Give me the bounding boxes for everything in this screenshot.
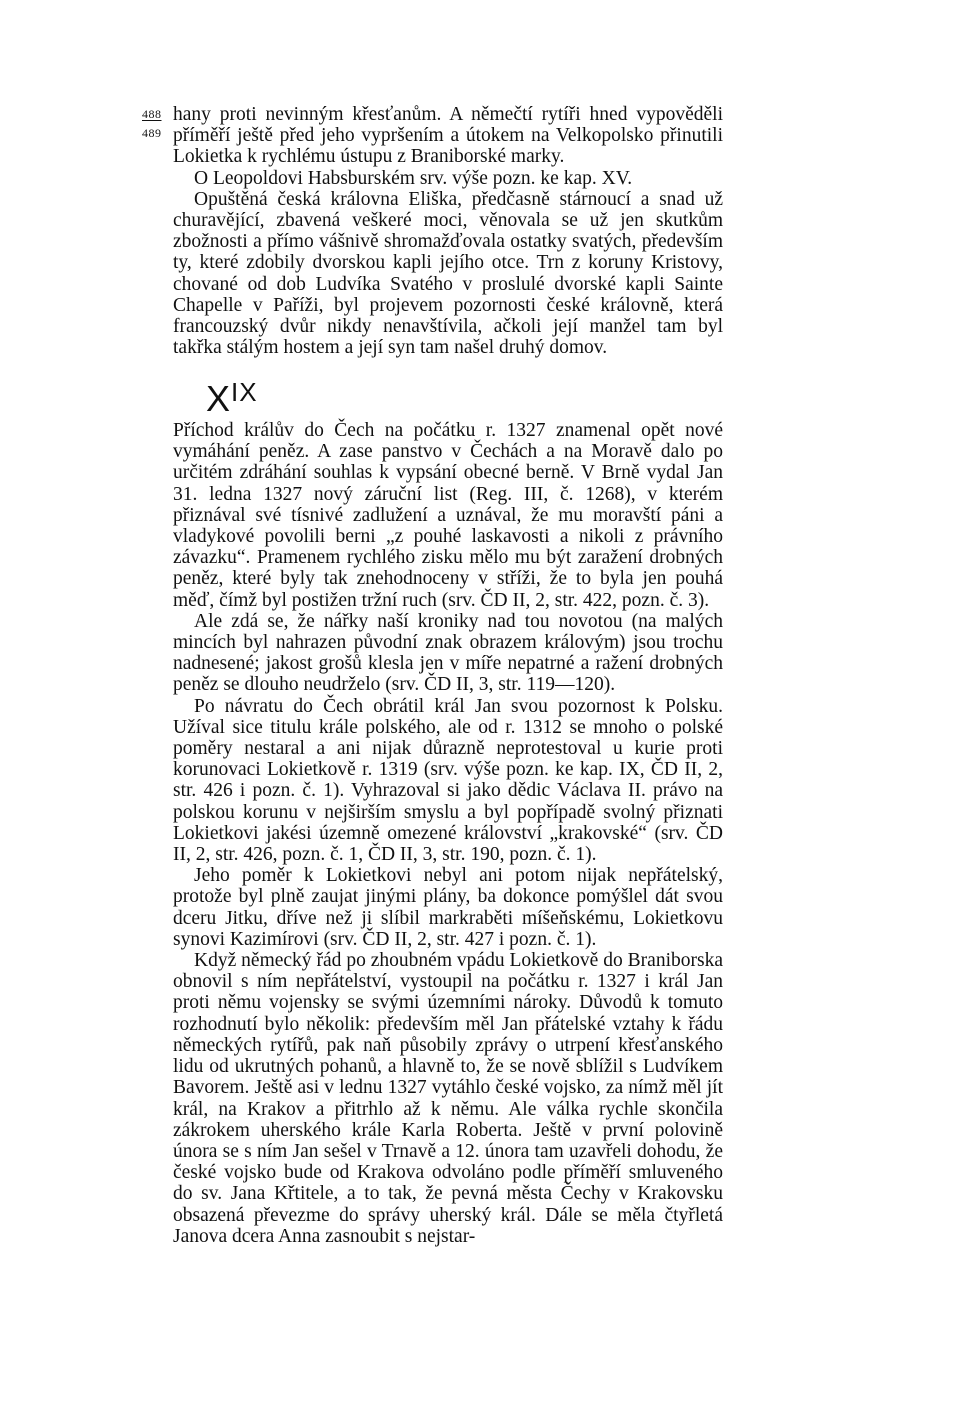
chapter-heading-small: IX <box>231 377 258 407</box>
note-paragraph: Jeho poměr k Lokietkovi nebyl ani potom nijak nepřátelský, protože byl plně zaujat jinými plány, ba dokonce pomýšlel dát svou dceru Jitku, dříve než ji slíbil markraběti míšeňskému, Lokietkovu synovi Kazimírovi (srv. ČD II, 2, str. 427 i pozn. č. 1). <box>173 865 723 950</box>
margin-number-488: 488 <box>142 107 162 121</box>
notes-bottom-block <box>173 420 723 1247</box>
note-paragraph: Opuštěná česká královna Eliška, předčasně stárnoucí a snad už churavějící, zbavená veškeré moci, věnovala se už jen skutkům zbožnosti a přímo vášnivě shromažďovala ostatky svatých, především ty, které zdobily dvorskou kapli jejího otce. Trn z koruny Kristovy, chované od dob Ludvíka Svatého v proslulé dvorské kapli Sainte Chapelle v Paříži, byl projevem pozornosti české královně, která francouzský dvůr nikdy nenavštívila, ačkoli její manžel tam byl takřka stálým hostem a její syn tam našel druhý domov. <box>173 188 723 359</box>
notes-top-block <box>173 104 723 358</box>
note-paragraph: Příchod králův do Čech na počátku r. 1327 znamenal opět nové vymáhání peněz. A zase panstvo v Čechách a na Moravě dalo po určitém zdráhání souhlas k vypsání obecné berně. V Brně vydal Jan 31. ledna 1327 nový záruční list (Reg. III, č. 1268), v kterém přiznával své tísnivé zadlužení a uznával, že mu moravští páni a vladykové povolili berni „z pouhé laskavosti a nikoli z právního závazku“. Pramenem rychlého zisku mělo mu být zaražení drobných peněz, které byly tak znehodnoceny v stříži, že to byla jen pouhá měď, čímž byl postižen tržní ruch (srv. ČD II, 2, str. 422, pozn. č. 3). <box>173 420 723 611</box>
note-paragraph: Po návratu do Čech obrátil král Jan svou pozornost k Polsku. Užíval sice titulu krále polského, ale od r. 1312 se mnoho o polské poměry nestaral a ani nijak důrazně neprotestoval u kurie proti korunovaci Lokietkově r. 1319 (srv. výše pozn. ke kap. IX, ČD II, 2, str. 426 i pozn. č. 1). Vyhrazoval si jako dědic Václava II. právo na polskou korunu v nejširším smyslu a byl popřípadě svolný přiznati Lokietkovi jakési územně omezené království „krakovské“ (srv. ČD II, 2, str. 426, pozn. č. 1, ČD II, 3, str. 190, pozn. č. 1). <box>173 695 723 866</box>
chapter-heading <box>206 374 258 417</box>
chapter-heading-big: X <box>206 378 232 419</box>
note-paragraph: hany proti nevinným křesťanům. A němečtí rytíři hned vypověděli příměří ještě před jeho vypršením a útokem na Velkopolsko přinutili Lokietka k rychlému ústupu z Braniborské marky. <box>173 104 723 168</box>
note-paragraph: O Leopoldovi Habsburském srv. výše pozn. ke kap. XV. <box>194 167 633 189</box>
note-paragraph: Ale zdá se, že nářky naší kroniky nad tou novotou (na malých mincích byl nahrazen původní znak obrazem královým) jsou trochu nadnesené; jakost grošů klesla jen v míře nepatrné a ražení drobných peněz se dlouho neudrželo (srv. ČD II, 3, str. 119—120). <box>173 610 723 696</box>
margin-note-numbers <box>142 105 162 143</box>
note-paragraph: Když německý řád po zhoubném vpádu Lokietkově do Braniborska obnovil s ním nepřátelství, vystoupil na počátku r. 1327 i král Jan proti němu vojensky se svými územními nároky. Důvodů k tomuto rozhodnutí bylo několik: především měl Jan přátelské vztahy k řádu německých rytířů, pak naň působily zprávy o utrpení křesťanského lidu od ukrutných pohanů, a hlavně to, že se nově sblížil s Ludvíkem Bavorem. Ještě asi v lednu 1327 vytáhlo české vojsko, za nímž měl jít král, na Krakov a přitrhlo až k němu. Ale válka rychle skončila zákrokem uherského krále Karla Roberta. Ještě v první polovině února se s ním Jan sešel v Trnavě a 12. února tam uzavřeli dohodu, že české vojsko bude od Krakova odvoláno podle příměří smluveného do sv. Jana Křtitele, a to tak, že pevná města Čechy v Krakovsku obsazená převezme do správy uherský král. Dále se měla čtyřletá Janova dcera Anna zasnoubit s nejstar- <box>173 950 723 1247</box>
margin-number-489: 489 <box>142 126 162 140</box>
